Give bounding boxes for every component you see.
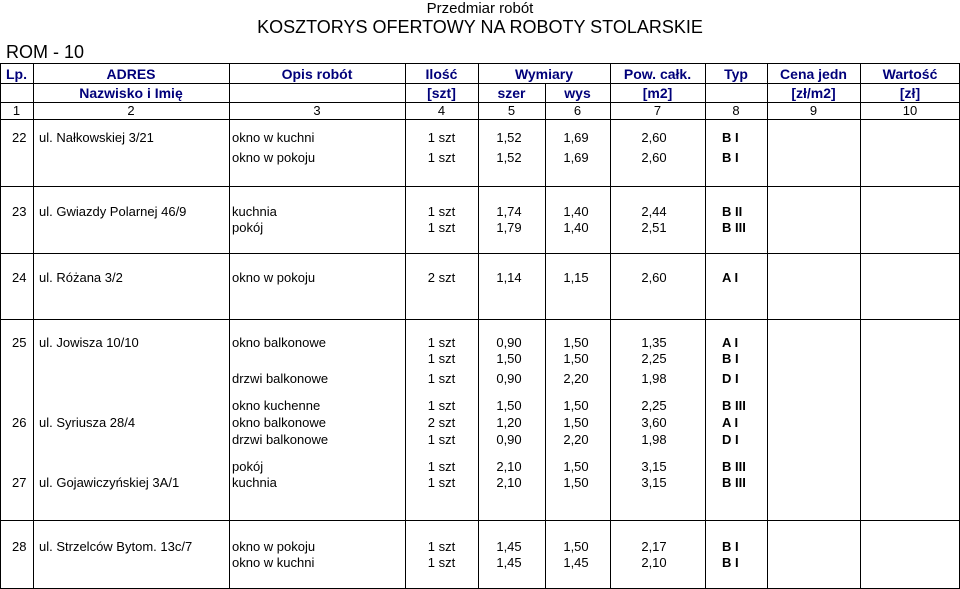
row-width: 1,74 <box>496 204 522 219</box>
row-type: A I <box>722 270 739 285</box>
row-area: 2,25 <box>641 398 667 413</box>
row-width: 1,50 <box>496 398 522 413</box>
column-number: 5 <box>507 103 516 118</box>
column-number: 7 <box>653 103 662 118</box>
row-area: 2,44 <box>641 204 667 219</box>
row-quantity: 1 szt <box>427 351 456 366</box>
column-header: Pow. całk. <box>623 66 692 82</box>
row-number: 22 <box>12 130 27 145</box>
column-subheader: [zł/m2] <box>791 85 836 101</box>
column-header: Wartość <box>882 66 938 82</box>
row-height: 1,69 <box>563 150 589 165</box>
row-type: B II <box>722 204 743 219</box>
column-header: Wymiary <box>514 66 574 82</box>
column-header: Cena jedn <box>780 66 847 82</box>
row-number: 25 <box>12 335 27 350</box>
row-area: 2,60 <box>641 150 667 165</box>
row-height: 1,50 <box>563 398 589 413</box>
row-quantity: 1 szt <box>427 555 456 570</box>
row-description: kuchnia <box>232 475 277 490</box>
row-width: 1,14 <box>496 270 522 285</box>
row-description: okno w kuchni <box>232 130 315 145</box>
column-header: Ilość <box>425 66 458 82</box>
row-address: ul. Gwiazdy Polarnej 46/9 <box>39 204 187 219</box>
row-quantity: 1 szt <box>427 475 456 490</box>
column-header: Typ <box>724 66 748 82</box>
row-description: okno w pokoju <box>232 539 316 554</box>
row-address: ul. Strzelców Bytom. 13c/7 <box>39 539 193 554</box>
row-divider <box>0 63 960 64</box>
row-quantity: 2 szt <box>427 415 456 430</box>
row-type: B I <box>722 351 739 366</box>
row-width: 2,10 <box>496 475 522 490</box>
row-width: 1,45 <box>496 555 522 570</box>
row-address: ul. Różana 3/2 <box>39 270 123 285</box>
column-divider <box>33 63 34 589</box>
row-number: 28 <box>12 539 27 554</box>
row-type: A I <box>722 415 739 430</box>
row-quantity: 1 szt <box>427 371 456 386</box>
row-description: okno w kuchni <box>232 555 315 570</box>
column-divider <box>767 63 768 589</box>
row-quantity: 1 szt <box>427 130 456 145</box>
column-number: 4 <box>437 103 446 118</box>
row-type: D I <box>722 432 739 447</box>
row-address: ul. Nałkowskiej 3/21 <box>39 130 154 145</box>
row-height: 1,50 <box>563 475 589 490</box>
row-divider <box>0 119 960 120</box>
row-quantity: 2 szt <box>427 270 456 285</box>
row-width: 1,79 <box>496 220 522 235</box>
document-title: KOSZTORYS OFERTOWY NA ROBOTY STOLARSKIE <box>257 17 703 37</box>
row-quantity: 1 szt <box>427 539 456 554</box>
row-height: 1,15 <box>563 270 589 285</box>
column-header: ADRES <box>106 66 156 82</box>
cost-table <box>0 63 960 589</box>
row-area: 3,15 <box>641 459 667 474</box>
row-width: 1,52 <box>496 150 522 165</box>
column-number: 3 <box>313 103 321 118</box>
column-subheader: szer <box>497 85 526 101</box>
column-number: 6 <box>573 103 582 118</box>
row-area: 1,98 <box>641 432 667 447</box>
row-height: 1,45 <box>563 555 589 570</box>
column-number: 9 <box>809 103 818 118</box>
row-description: drzwi balkonowe <box>232 432 329 447</box>
column-divider <box>860 63 861 589</box>
row-height: 1,50 <box>563 415 589 430</box>
row-height: 1,50 <box>563 539 589 554</box>
row-quantity: 1 szt <box>427 204 456 219</box>
row-divider <box>0 186 960 187</box>
row-divider <box>0 83 960 84</box>
row-description: okno balkonowe <box>232 335 326 350</box>
row-area: 2,10 <box>641 555 667 570</box>
column-divider <box>229 63 230 589</box>
row-height: 1,50 <box>563 459 589 474</box>
column-subheader: [zł] <box>899 85 921 101</box>
row-area: 3,15 <box>641 475 667 490</box>
row-area: 3,60 <box>641 415 667 430</box>
row-area: 2,17 <box>641 539 667 554</box>
row-type: B I <box>722 150 739 165</box>
row-type: B III <box>722 398 746 413</box>
column-number: 8 <box>732 103 740 118</box>
column-subheader: [szt] <box>427 85 456 101</box>
row-height: 1,50 <box>563 351 589 366</box>
row-area: 1,98 <box>641 371 667 386</box>
row-divider <box>0 319 960 320</box>
row-height: 1,69 <box>563 130 589 145</box>
row-quantity: 1 szt <box>427 335 456 350</box>
column-subheader: wys <box>564 85 591 101</box>
row-quantity: 1 szt <box>427 150 456 165</box>
rom-label: ROM - 10 <box>6 42 85 62</box>
row-divider <box>0 253 960 254</box>
column-number: 10 <box>902 103 918 118</box>
row-height: 1,40 <box>563 220 589 235</box>
row-type: A I <box>722 335 739 350</box>
row-description: okno kuchenne <box>232 398 321 413</box>
row-description: kuchnia <box>232 204 277 219</box>
row-area: 2,25 <box>641 351 667 366</box>
row-height: 1,50 <box>563 335 589 350</box>
row-type: B III <box>722 475 746 490</box>
row-quantity: 1 szt <box>427 459 456 474</box>
row-area: 2,60 <box>641 270 667 285</box>
row-width: 2,10 <box>496 459 522 474</box>
column-number: 2 <box>127 103 135 118</box>
row-height: 2,20 <box>563 432 589 447</box>
row-height: 2,20 <box>563 371 589 386</box>
row-description: pokój <box>232 220 264 235</box>
column-header: Opis robót <box>281 66 353 82</box>
row-number: 23 <box>12 204 27 219</box>
row-quantity: 1 szt <box>427 398 456 413</box>
row-width: 0,90 <box>496 335 522 350</box>
row-width: 0,90 <box>496 432 522 447</box>
row-divider <box>0 520 960 521</box>
column-header: Lp. <box>6 66 27 82</box>
row-width: 1,52 <box>496 130 522 145</box>
row-description: pokój <box>232 459 264 474</box>
row-address: ul. Syriusza 28/4 <box>39 415 136 430</box>
row-quantity: 1 szt <box>427 432 456 447</box>
row-width: 1,20 <box>496 415 522 430</box>
row-width: 1,45 <box>496 539 522 554</box>
column-subheader: [m2] <box>642 85 673 101</box>
row-type: B I <box>722 555 739 570</box>
row-type: B I <box>722 539 739 554</box>
row-description: okno balkonowe <box>232 415 326 430</box>
row-description: okno w pokoju <box>232 270 316 285</box>
row-type: B I <box>722 130 739 145</box>
column-divider <box>0 63 1 589</box>
row-description: okno w pokoju <box>232 150 316 165</box>
row-height: 1,40 <box>563 204 589 219</box>
row-area: 2,60 <box>641 130 667 145</box>
row-area: 1,35 <box>641 335 667 350</box>
row-quantity: 1 szt <box>427 220 456 235</box>
row-width: 0,90 <box>496 371 522 386</box>
row-number: 24 <box>12 270 27 285</box>
row-number: 27 <box>12 475 27 490</box>
row-description: drzwi balkonowe <box>232 371 329 386</box>
row-type: D I <box>722 371 739 386</box>
column-subheader: Nazwisko i Imię <box>79 85 183 101</box>
row-type: B III <box>722 459 746 474</box>
row-width: 1,50 <box>496 351 522 366</box>
row-type: B III <box>722 220 746 235</box>
subtitle: Przedmiar robót <box>426 0 534 17</box>
row-address: ul. Jowisza 10/10 <box>39 335 139 350</box>
column-number: 1 <box>12 103 21 118</box>
row-area: 2,51 <box>641 220 667 235</box>
row-number: 26 <box>12 415 27 430</box>
column-divider <box>705 63 706 589</box>
row-address: ul. Gojawiczyńskiej 3A/1 <box>39 475 180 490</box>
